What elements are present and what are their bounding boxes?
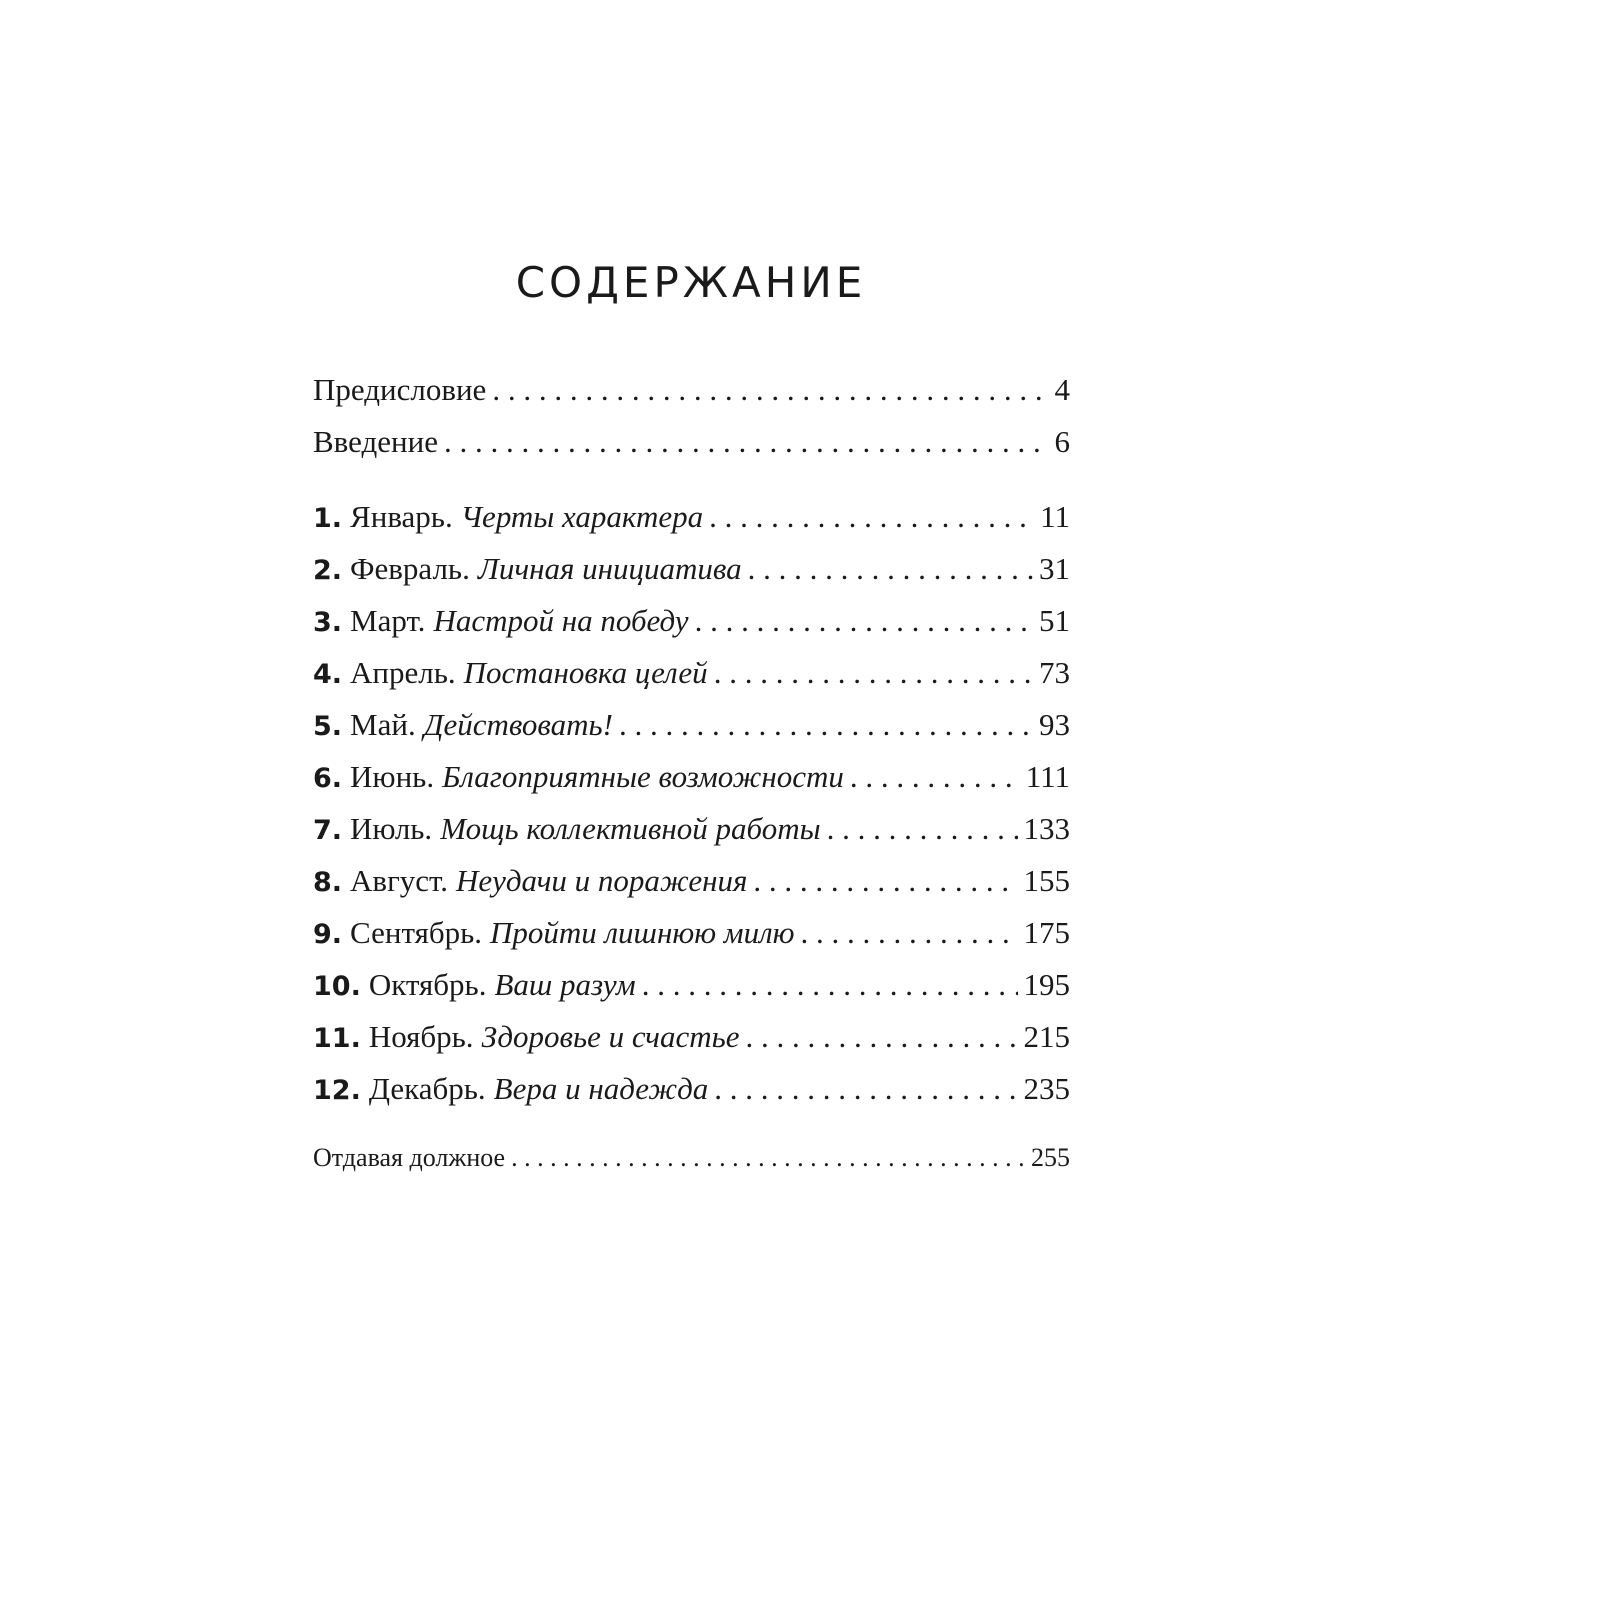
entry-page-number: 6 (1054, 424, 1070, 459)
dot-leader (800, 913, 1017, 953)
chapter-month: Май. (350, 707, 416, 742)
dot-leader (748, 549, 1033, 589)
toc-entry-chapter-5[interactable] (313, 705, 1070, 747)
dot-leader (619, 705, 1033, 745)
chapter-number: 3. (313, 607, 343, 638)
toc-entry-introduction[interactable] (313, 422, 1070, 462)
chapter-subtitle: Личная инициатива (477, 551, 742, 586)
entry-page-number: 235 (1023, 1071, 1070, 1106)
chapter-number: 5. (313, 711, 343, 742)
toc-entry-chapter-4[interactable] (313, 653, 1070, 695)
entry-page-number: 111 (1025, 759, 1070, 794)
chapter-month: Январь. (350, 499, 453, 534)
dot-leader (642, 965, 1018, 1005)
chapter-month: Сентябрь. (350, 915, 483, 950)
dot-leader (753, 861, 1017, 901)
entry-page-number: 73 (1039, 655, 1070, 690)
chapter-month: Октябрь. (368, 967, 487, 1002)
entry-label: Предисловие (313, 372, 487, 407)
toc-entry-chapter-3[interactable] (313, 601, 1070, 643)
entry-page-number: 133 (1023, 811, 1070, 846)
chapter-number: 8. (313, 867, 343, 898)
chapter-number: 9. (313, 919, 343, 950)
dot-leader (695, 601, 1033, 641)
chapter-subtitle: Ваш разум (494, 967, 636, 1002)
dot-leader (745, 1017, 1017, 1057)
entry-label: Введение (313, 424, 438, 459)
entry-page-number: 255 (1031, 1143, 1070, 1172)
toc-entry-chapter-1[interactable] (313, 497, 1070, 539)
chapter-number: 2. (313, 555, 343, 586)
page-title: СОДЕРЖАНИЕ (515, 258, 867, 307)
dot-leader (714, 653, 1033, 693)
chapter-subtitle: Мощь коллективной работы (440, 811, 821, 846)
chapter-number: 4. (313, 659, 343, 690)
chapter-month: Декабрь. (368, 1071, 486, 1106)
entry-label: Отдавая должное (313, 1143, 506, 1172)
toc-entry-foreword[interactable] (313, 370, 1070, 410)
chapter-month: Ноябрь. (368, 1019, 474, 1054)
toc-entry-chapter-9[interactable] (313, 913, 1070, 955)
toc-entry-chapter-7[interactable] (313, 809, 1070, 851)
chapter-number: 7. (313, 815, 343, 846)
chapter-subtitle: Действовать! (423, 707, 613, 742)
dot-leader (850, 757, 1020, 797)
chapter-month: Март. (350, 603, 426, 638)
dot-leader (511, 1138, 1025, 1178)
entry-page-number: 93 (1039, 707, 1070, 742)
chapter-number: 10. (313, 971, 361, 1002)
chapter-month: Июнь. (350, 759, 435, 794)
entry-page-number: 11 (1040, 499, 1070, 534)
entry-page-number: 175 (1023, 915, 1070, 950)
chapter-month: Февраль. (350, 551, 470, 586)
chapter-subtitle: Вера и надежда (493, 1071, 709, 1106)
toc-entry-acknowledgements[interactable] (313, 1138, 1070, 1178)
chapter-subtitle: Здоровье и счастье (481, 1019, 740, 1054)
chapter-month: Август. (350, 863, 449, 898)
chapter-month: Апрель. (350, 655, 456, 690)
toc-entry-chapter-8[interactable] (313, 861, 1070, 903)
toc-entry-chapter-2[interactable] (313, 549, 1070, 591)
dot-leader (492, 370, 1048, 410)
chapter-subtitle: Черты характера (460, 499, 704, 534)
toc-entry-chapter-10[interactable] (313, 965, 1070, 1007)
toc-entry-chapter-6[interactable] (313, 757, 1070, 799)
toc-entry-chapter-12[interactable] (313, 1069, 1070, 1111)
chapter-number: 11. (313, 1023, 361, 1054)
dot-leader (714, 1069, 1017, 1109)
chapter-subtitle: Неудачи и поражения (456, 863, 748, 898)
chapter-number: 12. (313, 1075, 361, 1106)
chapter-month: Июль. (350, 811, 433, 846)
toc-entry-chapter-11[interactable] (313, 1017, 1070, 1059)
chapter-subtitle: Пройти лишнюю милю (490, 915, 795, 950)
dot-leader (444, 422, 1049, 462)
entry-page-number: 195 (1023, 967, 1070, 1002)
chapter-subtitle: Благоприятные возможности (442, 759, 844, 794)
entry-page-number: 215 (1023, 1019, 1070, 1054)
chapter-subtitle: Постановка целей (463, 655, 708, 690)
dot-leader (709, 497, 1034, 537)
chapter-subtitle: Настрой на победу (433, 603, 689, 638)
chapter-number: 6. (313, 763, 343, 794)
entry-page-number: 31 (1039, 551, 1070, 586)
entry-page-number: 4 (1054, 372, 1070, 407)
entry-page-number: 155 (1023, 863, 1070, 898)
dot-leader (827, 809, 1018, 849)
entry-page-number: 51 (1039, 603, 1070, 638)
chapter-number: 1. (313, 503, 343, 534)
